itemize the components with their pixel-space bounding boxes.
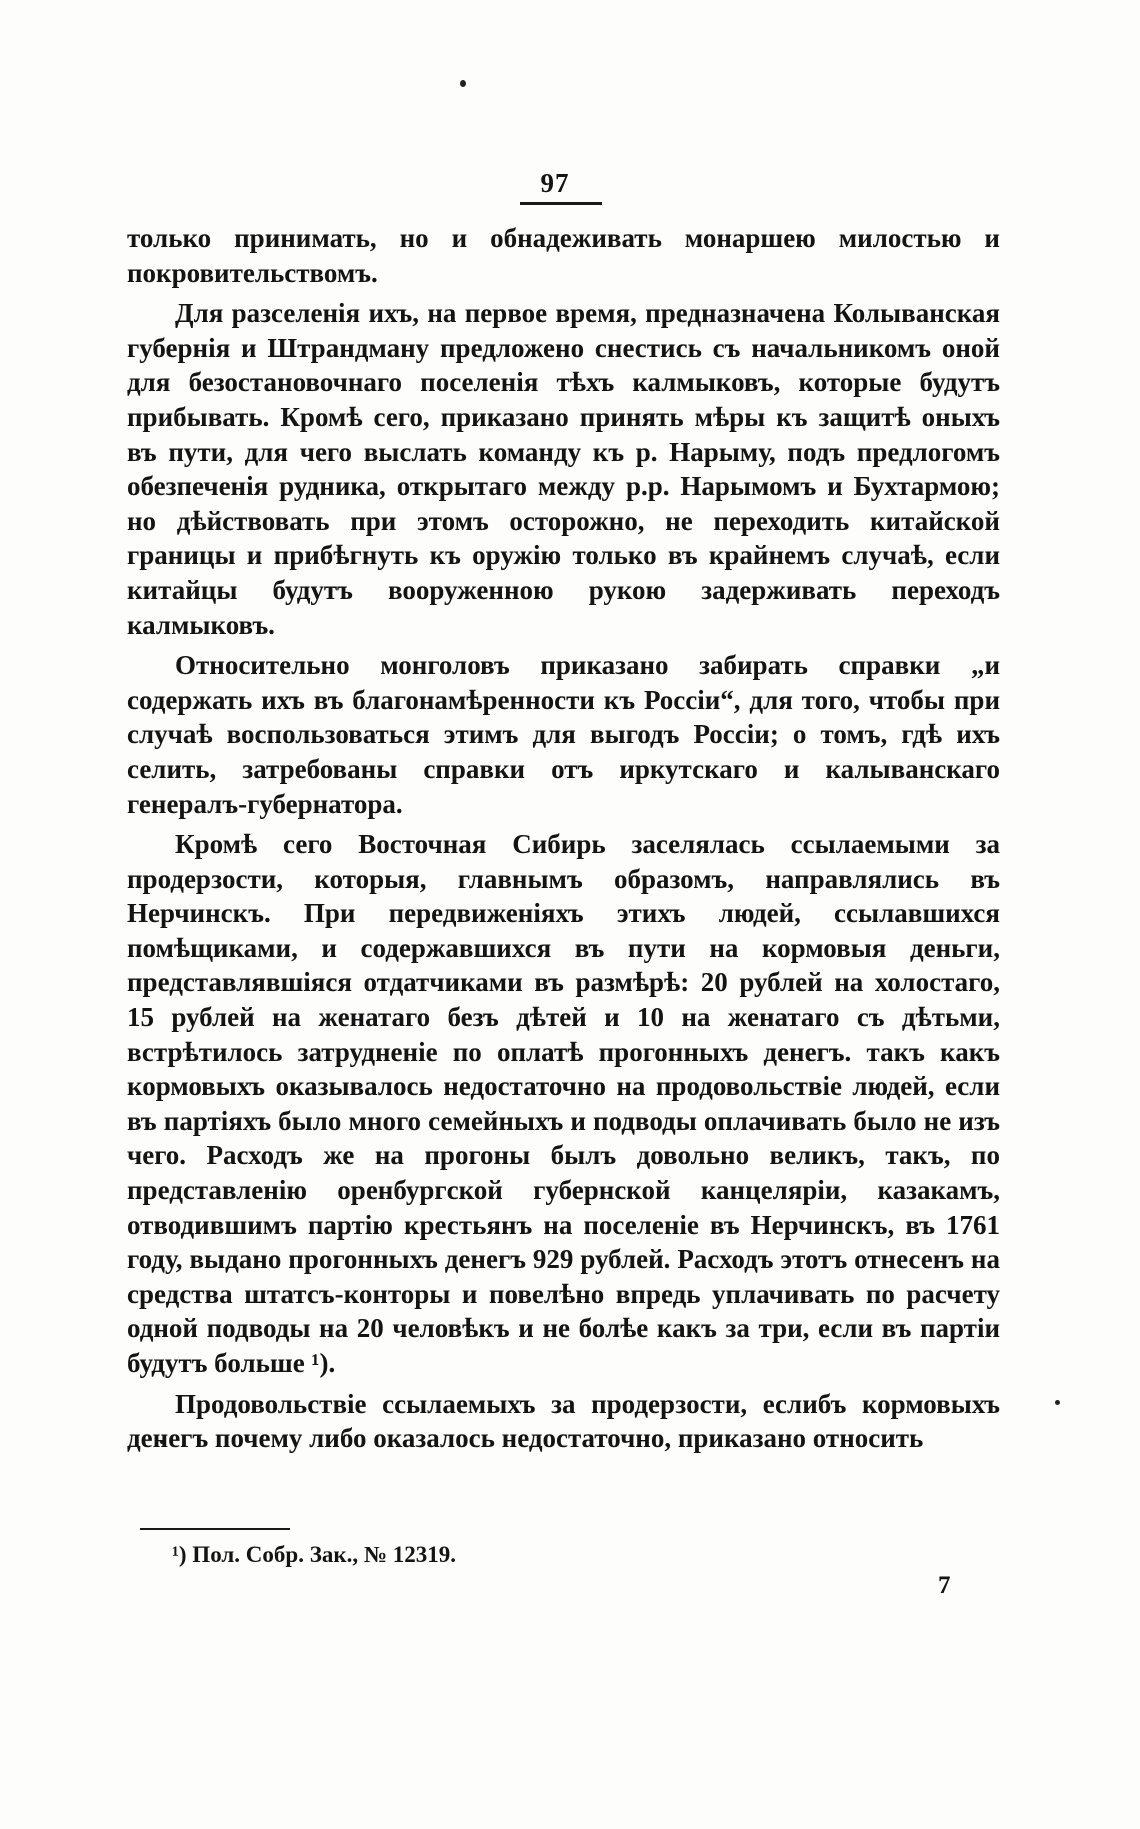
paragraph: Продовольствіе ссылаемыхъ за продерзости, еслибъ кормовыхъ денегъ почему либо оказалось недостаточно, приказано относить [127, 1388, 1000, 1454]
paragraph: Относительно монголовъ приказано забирать справки „и содержать ихъ въ благонамѣренности къ Россіи“, для того, чтобы при случаѣ воспользоваться этимъ для выгодъ Россіи; о томъ, гдѣ ихъ селить, затребованы справки отъ иркутскаго и калыванскаго генералъ-губернатора. [127, 650, 1000, 819]
signature-mark: 7 [938, 1572, 951, 1599]
ink-speck [460, 80, 466, 87]
paragraph: Кромѣ сего Восточная Сибирь заселялась ссылаемыми за продерзости, которыя, главнымъ образомъ, направлялись въ Нерчинскъ. При передвиженіяхъ этихъ людей, ссылавшихся помѣщиками, и содержавшихся въ пути на кормовыя деньги, представлявшіяся отдатчиками въ размѣрѣ: 20 рублей на холостаго, 15 рублей на женатаго безъ дѣтей и 10 на женатаго съ дѣтьми, встрѣтилось затрудненіе по оплатѣ прогонныхъ денегъ. такъ какъ кормовыхъ оказывалось недостаточно на продовольствіе людей, если въ партіяхъ было много семейныхъ и подводы оплачивать было не изъ чего. Расходъ же на прогоны былъ довольно великъ, такъ, по представленію оренбургской губернской канцеляріи, казакамъ, отводившимъ партію крестьянъ на поселеніе въ Нерчинскъ, въ 1761 году, выдано прогонныхъ денегъ 929 рублей. Расходъ этотъ отнесенъ на средства штатсъ-конторы и повелѣно впредь уплачивать по расчету одной подводы на 20 человѣкъ и не болѣе какъ за три, если въ партіи будутъ больше ¹). [127, 829, 1000, 1378]
paragraph-continuation: только принимать, но и обнадеживать монаршею милостью и покровительствомъ. [127, 223, 1000, 288]
page-number-underline [520, 202, 602, 205]
footnote: ¹) Пол. Собр. Зак., № 12319. [172, 1542, 456, 1567]
paragraph: Для разселенія ихъ, на первое время, предназначена Колыванская губернія и Штрандману предложено снестись съ начальникомъ оной для безостановочнаго поселенія тѣхъ калмыковъ, которые будутъ прибывать. Кромѣ сего, приказано принять мѣры къ защитѣ оныхъ въ пути, для чего выслать команду къ р. Нарыму, подъ предлогомъ обезпеченія рудника, открытаго между р.р. Нарымомъ и Бухтармою; но дѣйствовать при этомъ осторожно, не переходить китайской границы и прибѣгнуть къ оружію только въ крайнемъ случаѣ, если китайцы будутъ вооруженною рукою задерживать переходъ калмыковъ. [127, 298, 1000, 640]
page-number: 97 [540, 168, 570, 198]
footnote-divider [140, 1528, 290, 1530]
body-text [127, 221, 1000, 1456]
ink-speck [1055, 1400, 1060, 1405]
